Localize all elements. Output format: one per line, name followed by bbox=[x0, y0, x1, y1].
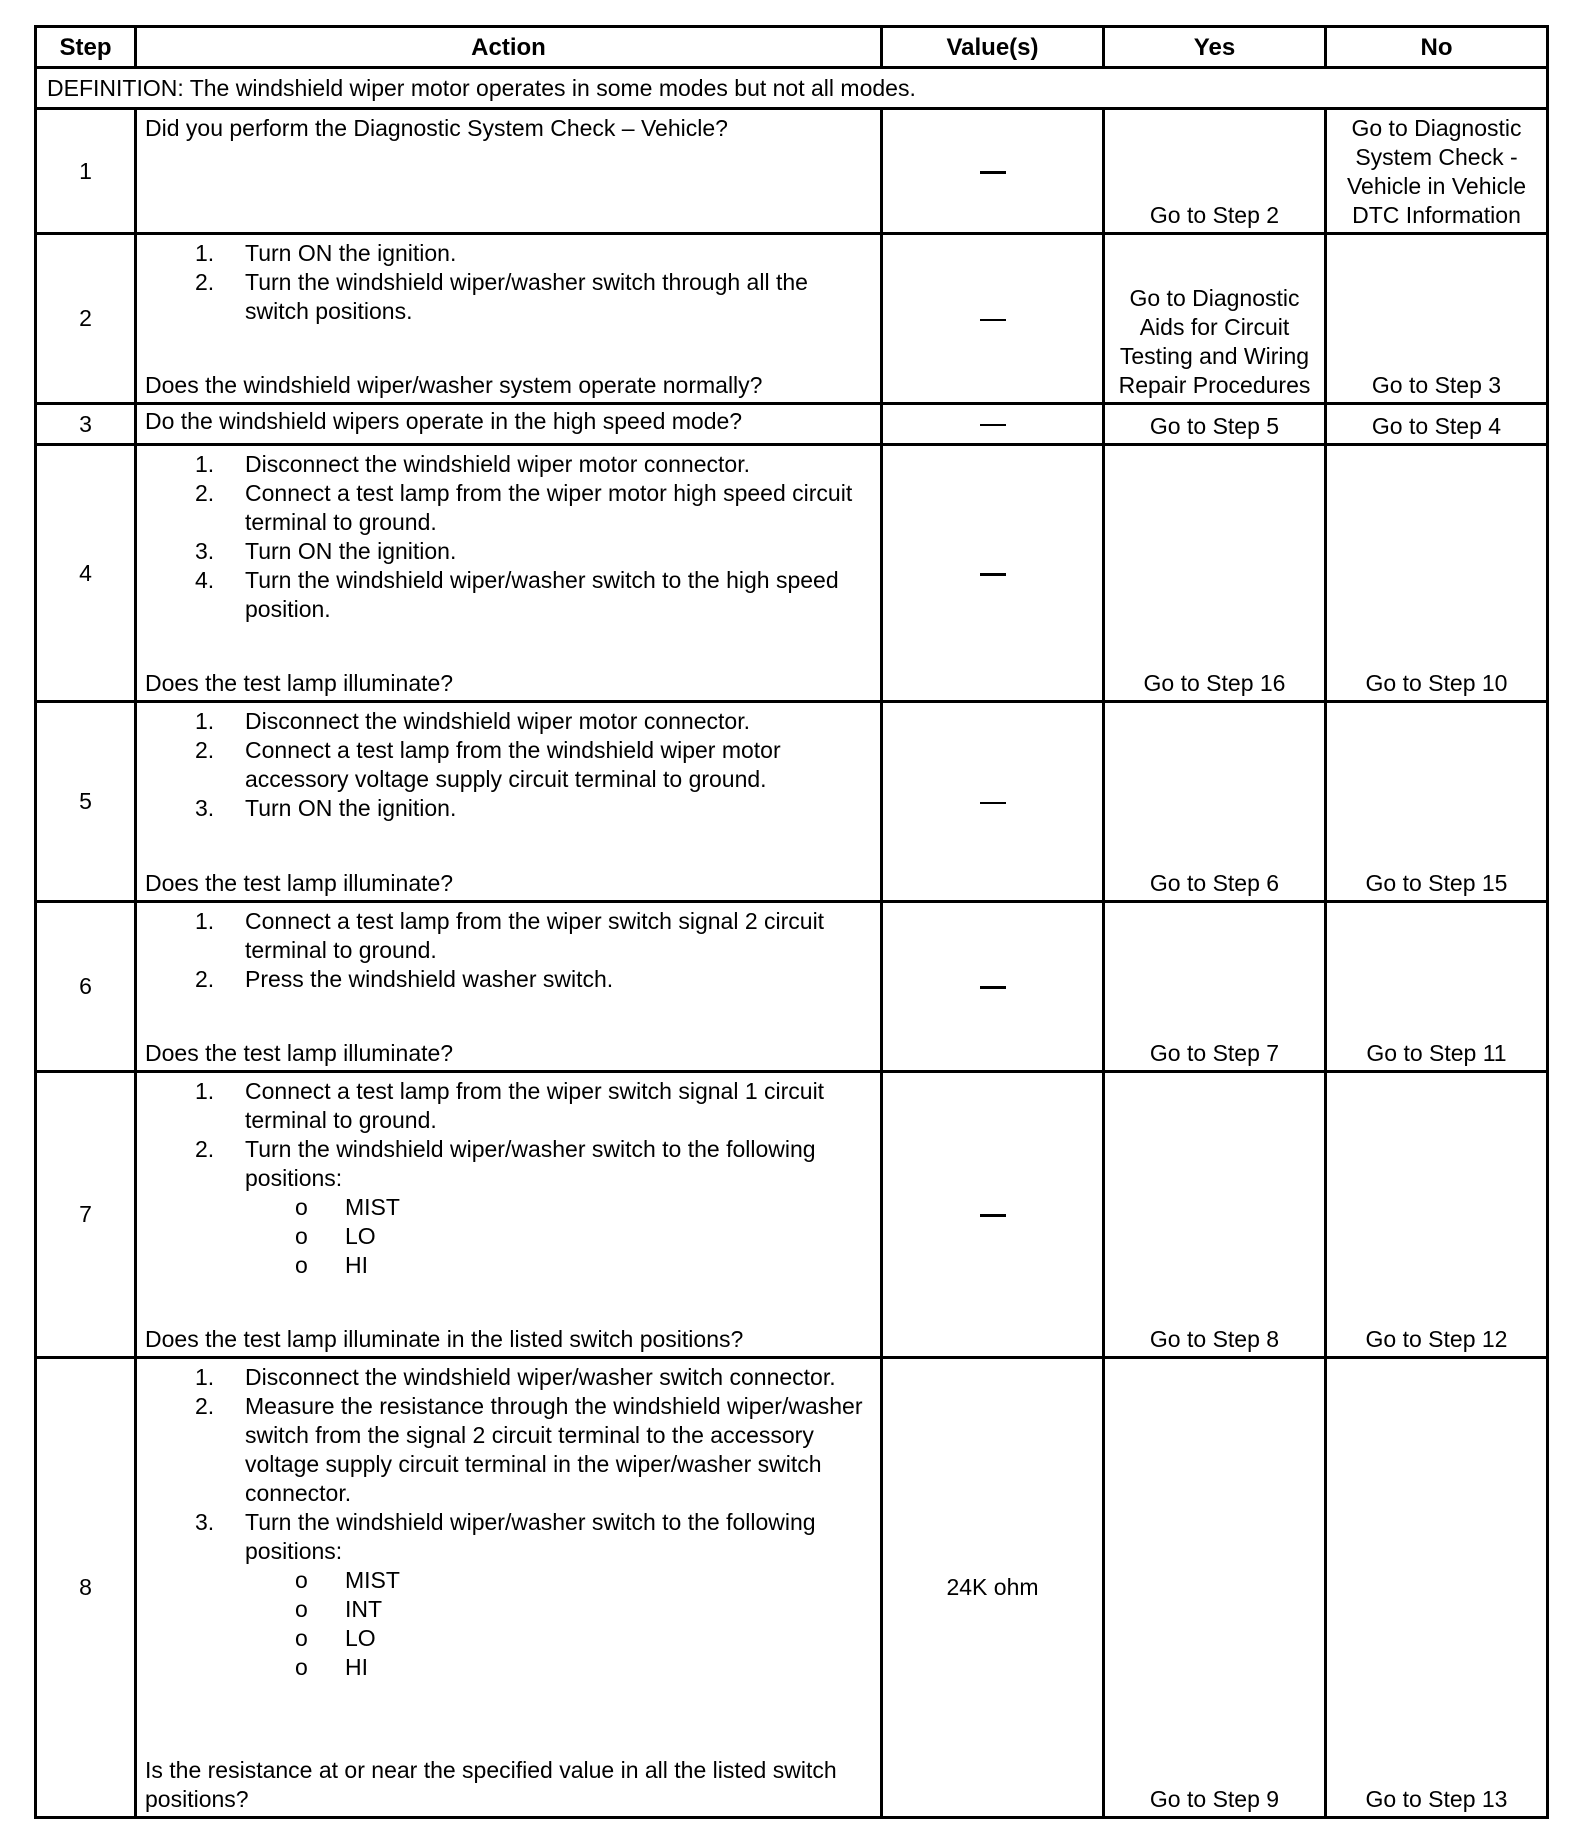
list-item: 2. Press the windshield washer switch. bbox=[195, 966, 614, 992]
header-step: Step bbox=[36, 27, 136, 68]
value-cell bbox=[882, 445, 1104, 702]
em-dash bbox=[980, 573, 1006, 576]
no-cell: Go to Step 4 bbox=[1326, 404, 1548, 445]
value-cell bbox=[882, 902, 1104, 1072]
action-question: Does the test lamp illuminate? bbox=[145, 670, 454, 696]
list-item: o LO bbox=[295, 1223, 376, 1249]
header-row bbox=[36, 27, 1548, 68]
value-cell: 24K ohm bbox=[882, 1358, 1104, 1818]
action-steps bbox=[145, 450, 872, 624]
em-dash bbox=[980, 171, 1006, 174]
action-cell bbox=[136, 702, 882, 902]
definition-text: DEFINITION: The windshield wiper motor operates in some modes but not all modes. bbox=[36, 68, 1548, 109]
action-question: Does the test lamp illuminate? bbox=[145, 870, 454, 896]
step-number: 1 bbox=[36, 109, 136, 234]
em-dash bbox=[980, 319, 1006, 321]
list-item: o MIST bbox=[295, 1194, 400, 1220]
no-cell: Go to Step 11 bbox=[1326, 902, 1548, 1072]
no-cell: Go to Step 3 bbox=[1326, 234, 1548, 404]
action-steps bbox=[145, 907, 872, 994]
action-steps bbox=[145, 239, 872, 326]
value-cell bbox=[882, 702, 1104, 902]
list-item: o MIST bbox=[295, 1567, 400, 1593]
list-item: 2. Connect a test lamp from the wiper motor high speed circuit terminal to ground. bbox=[195, 480, 853, 535]
list-item: o HI bbox=[295, 1252, 368, 1278]
header-values: Value(s) bbox=[882, 27, 1104, 68]
step-number: 4 bbox=[36, 445, 136, 702]
step-number: 6 bbox=[36, 902, 136, 1072]
yes-cell: Go to Step 2 bbox=[1104, 109, 1326, 234]
list-item: 1. Disconnect the windshield wiper motor connector. bbox=[195, 708, 750, 734]
switch-positions-list bbox=[145, 1193, 872, 1280]
step-number: 2 bbox=[36, 234, 136, 404]
value-cell bbox=[882, 404, 1104, 445]
yes-cell: Go to Step 6 bbox=[1104, 702, 1326, 902]
action-cell bbox=[136, 1072, 882, 1358]
list-item: 4. Turn the windshield wiper/washer switch to the high speed position. bbox=[195, 567, 839, 622]
table-row bbox=[36, 902, 1548, 1072]
list-item: 2. Turn the windshield wiper/washer switch through all the switch positions. bbox=[195, 269, 808, 324]
action-cell bbox=[136, 109, 882, 234]
no-cell: Go to Step 10 bbox=[1326, 445, 1548, 702]
list-item: o INT bbox=[295, 1596, 383, 1622]
yes-cell: Go to Diagnostic Aids for Circuit Testing and Wiring Repair Procedures bbox=[1104, 234, 1326, 404]
em-dash bbox=[980, 424, 1006, 426]
table-row bbox=[36, 234, 1548, 404]
list-item: o HI bbox=[295, 1654, 368, 1680]
switch-positions-list bbox=[145, 1566, 872, 1682]
action-cell bbox=[136, 1358, 882, 1818]
no-cell: Go to Step 15 bbox=[1326, 702, 1548, 902]
value-cell bbox=[882, 234, 1104, 404]
definition-row bbox=[36, 68, 1548, 109]
no-cell: Go to Step 13 bbox=[1326, 1358, 1548, 1818]
list-item: 2. Connect a test lamp from the windshield wiper motor accessory voltage supply circuit terminal to ground. bbox=[195, 737, 781, 792]
table-row bbox=[36, 1358, 1548, 1818]
list-item: 1. Connect a test lamp from the wiper switch signal 1 circuit terminal to ground. bbox=[195, 1078, 825, 1133]
list-item: o LO bbox=[295, 1625, 376, 1651]
table-row bbox=[36, 445, 1548, 702]
step-number: 8 bbox=[36, 1358, 136, 1818]
action-question: Is the resistance at or near the specified value in all the listed switch positions? bbox=[145, 1757, 837, 1812]
action-cell bbox=[136, 902, 882, 1072]
action-steps bbox=[145, 1363, 872, 1566]
no-cell: Go to Step 12 bbox=[1326, 1072, 1548, 1358]
list-item: 3. Turn ON the ignition. bbox=[195, 795, 457, 821]
table-row bbox=[36, 702, 1548, 902]
diagnostic-table bbox=[34, 25, 1549, 1819]
action-cell bbox=[136, 445, 882, 702]
header-action: Action bbox=[136, 27, 882, 68]
list-item: 1. Disconnect the windshield wiper/washer switch connector. bbox=[195, 1364, 836, 1390]
step-number: 5 bbox=[36, 702, 136, 902]
action-question: Did you perform the Diagnostic System Check – Vehicle? bbox=[145, 115, 728, 141]
header-yes: Yes bbox=[1104, 27, 1326, 68]
em-dash bbox=[980, 1214, 1006, 1217]
action-steps bbox=[145, 1077, 872, 1193]
yes-cell: Go to Step 16 bbox=[1104, 445, 1326, 702]
em-dash bbox=[980, 986, 1006, 989]
list-item: 1. Turn ON the ignition. bbox=[195, 240, 457, 266]
action-question: Does the windshield wiper/washer system operate normally? bbox=[145, 372, 763, 398]
em-dash bbox=[980, 802, 1006, 804]
list-item: 3. Turn the windshield wiper/washer switch to the following positions: bbox=[195, 1509, 816, 1564]
step-number: 7 bbox=[36, 1072, 136, 1358]
list-item: 1. Disconnect the windshield wiper motor connector. bbox=[195, 451, 750, 477]
action-question: Does the test lamp illuminate? bbox=[145, 1040, 454, 1066]
table-row bbox=[36, 404, 1548, 445]
yes-cell: Go to Step 7 bbox=[1104, 902, 1326, 1072]
table-row bbox=[36, 1072, 1548, 1358]
action-question: Do the windshield wipers operate in the high speed mode? bbox=[145, 408, 743, 434]
step-number: 3 bbox=[36, 404, 136, 445]
no-cell: Go to Diagnostic System Check - Vehicle in Vehicle DTC Information bbox=[1326, 109, 1548, 234]
value-cell bbox=[882, 109, 1104, 234]
action-cell bbox=[136, 404, 882, 445]
value-cell bbox=[882, 1072, 1104, 1358]
yes-cell: Go to Step 9 bbox=[1104, 1358, 1326, 1818]
list-item: 3. Turn ON the ignition. bbox=[195, 538, 457, 564]
action-steps bbox=[145, 707, 872, 823]
list-item: 2. Turn the windshield wiper/washer switch to the following positions: bbox=[195, 1136, 816, 1191]
table-row bbox=[36, 109, 1548, 234]
yes-cell: Go to Step 8 bbox=[1104, 1072, 1326, 1358]
yes-cell: Go to Step 5 bbox=[1104, 404, 1326, 445]
action-question: Does the test lamp illuminate in the listed switch positions? bbox=[145, 1326, 744, 1352]
action-cell bbox=[136, 234, 882, 404]
list-item: 1. Connect a test lamp from the wiper switch signal 2 circuit terminal to ground. bbox=[195, 908, 825, 963]
header-no: No bbox=[1326, 27, 1548, 68]
list-item: 2. Measure the resistance through the windshield wiper/washer switch from the signal 2 circuit terminal to the accessory voltage supply circuit terminal in the wiper/washer switch connector. bbox=[195, 1393, 863, 1506]
